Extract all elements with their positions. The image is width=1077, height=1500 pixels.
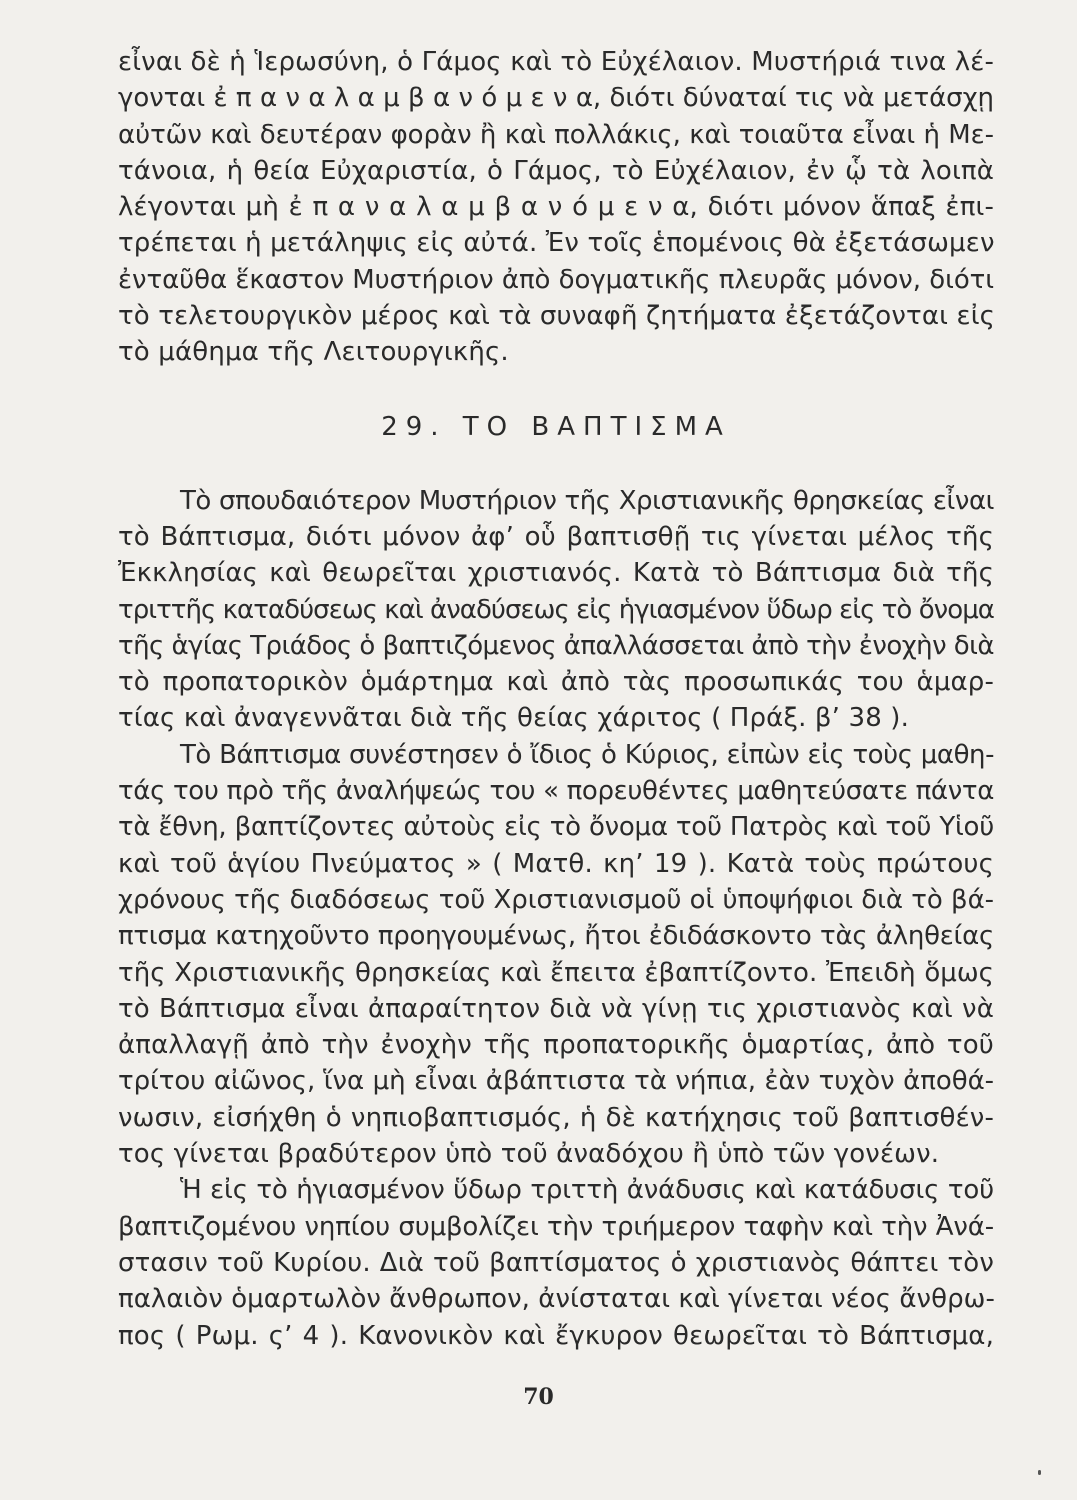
text-line: τος γίνεται βραδύτερον ὑπὸ τοῦ ἀναδόχου ἢ ὑπὸ τῶν γονέων. bbox=[118, 1139, 940, 1170]
text-line: τὸ Βάπτισμα, διότι μόνον ἀφ’ οὗ βαπτισθῇ τις γίνεται μέλος τῆς bbox=[118, 521, 994, 552]
paragraph-2 bbox=[118, 737, 994, 1173]
text-line: Τὸ σπουδαιότερον Μυστήριον τῆς Χριστιανικῆς θρησκείας εἶναι bbox=[180, 485, 994, 516]
text-line: ἀπαλλαγῇ ἀπὸ τὴν ἐνοχὴν τῆς προπατορικῆς ὁμαρτίας, ἀπὸ τοῦ bbox=[118, 1030, 994, 1061]
page-body bbox=[118, 44, 994, 1354]
text-line: τριττῆς καταδύσεως καὶ ἀναδύσεως εἰς ἡγιασμένον ὕδωρ εἰς τὸ ὄνομα bbox=[118, 594, 994, 625]
text-line: παλαιὸν ὁμαρτωλὸν ἄνθρωπον, ἀνίσταται καὶ γίνεται νέος ἄνθρω- bbox=[118, 1284, 995, 1315]
intro-paragraph bbox=[118, 44, 994, 371]
text-line: τὸ τελετουργικὸν μέρος καὶ τὰ συναφῆ ζητήματα ἐξετάζονται εἰς bbox=[118, 301, 996, 332]
page-number: 70 bbox=[523, 1384, 554, 1410]
text-line: πτισμα κατηχοῦντο προηγουμένως, ἤτοι ἐδιδάσκοντο τὰς ἀληθείας bbox=[118, 921, 994, 952]
text-line: αὐτῶν καὶ δευτέραν φορὰν ἢ καὶ πολλάκις, καὶ τοιαῦτα εἶναι ἡ Με- bbox=[118, 119, 994, 150]
scan-speck bbox=[1038, 1470, 1041, 1475]
paragraph-3 bbox=[118, 1172, 994, 1353]
text-line: ἐνταῦθα ἕκαστον Μυστήριον ἀπὸ δογματικῆς πλευρᾶς μόνον, διότι bbox=[118, 264, 995, 295]
text-line: τῆς ἁγίας Τριάδος ὁ βαπτιζόμενος ἀπαλλάσσεται ἀπὸ τὴν ἐνοχὴν διὰ bbox=[118, 630, 994, 661]
section-heading: 29. ΤΟ ΒΑΠΤΙΣΜΑ bbox=[381, 411, 731, 442]
text-line: χρόνους τῆς διαδόσεως τοῦ Χριστιανισμοῦ οἱ ὑποψήφιοι διὰ τὸ βά- bbox=[118, 884, 994, 915]
text-line: βαπτιζομένου νηπίου συμβολίζει τὴν τριήμερον ταφὴν καὶ τὴν Ἀνά- bbox=[118, 1211, 994, 1242]
text-line: στασιν τοῦ Κυρίου. Διὰ τοῦ βαπτίσματος ὁ χριστιανὸς θάπτει τὸν bbox=[118, 1247, 994, 1278]
text-line: Ἐκκλησίας καὶ θεωρεῖται χριστιανός. Κατὰ τὸ Βάπτισμα διὰ τῆς bbox=[118, 558, 994, 589]
text-line: γονται ἐ π α ν α λ α μ β α ν ό μ ε ν α, διότι δύναταί τις νὰ μετάσχῃ bbox=[118, 83, 994, 114]
text-line: τὰ ἔθνη, βαπτίζοντες αὐτοὺς εἰς τὸ ὄνομα τοῦ Πατρὸς καὶ τοῦ Υἱοῦ bbox=[118, 812, 994, 843]
text-line: Ἡ εἰς τὸ ἡγιασμένον ὕδωρ τριττὴ ἀνάδυσις καὶ κατάδυσις τοῦ bbox=[180, 1175, 994, 1206]
text-line: τρέπεται ἡ μετάληψις εἰς αὐτά. Ἐν τοῖς ἑπομένοις θὰ ἐξετάσωμεν bbox=[118, 228, 995, 259]
text-line: λέγονται μὴ ἐ π α ν α λ α μ β α ν ό μ ε ν α, διότι μόνον ἅπαξ ἐπι- bbox=[118, 192, 994, 223]
text-line: τῆς Χριστιανικῆς θρησκείας καὶ ἔπειτα ἐβαπτίζοντο. Ἐπειδὴ ὅμως bbox=[118, 957, 994, 988]
text-line: τίας καὶ ἀναγεννᾶται διὰ τῆς θείας χάριτος ( Πράξ. β’ 38 ). bbox=[118, 703, 910, 734]
text-line: τάνοια, ἡ θεία Εὐχαριστία, ὁ Γάμος, τὸ Εὐχέλαιον, ἐν ᾧ τὰ λοιπὰ bbox=[118, 155, 994, 186]
text-line: τάς του πρὸ τῆς ἀναλήψεώς του « πορευθέντες μαθητεύσατε πάντα bbox=[118, 776, 994, 807]
text-line: νωσιν, εἰσήχθη ὁ νηπιοβαπτισμός, ἡ δὲ κατήχησις τοῦ βαπτισθέν- bbox=[118, 1102, 994, 1133]
paragraph-1 bbox=[118, 483, 994, 737]
text-line: τὸ μάθημα τῆς Λειτουργικῆς. bbox=[118, 337, 509, 368]
text-line: καὶ τοῦ ἁγίου Πνεύματος » ( Ματθ. κη’ 19 ). Κατὰ τοὺς πρώτους bbox=[118, 848, 994, 879]
text-line: Τὸ Βάπτισμα συνέστησεν ὁ ἴδιος ὁ Κύριος, εἰπὼν εἰς τοὺς μαθη- bbox=[180, 739, 994, 770]
text-line: εἶναι δὲ ἡ Ἱερωσύνη, ὁ Γάμος καὶ τὸ Εὐχέλαιον. Μυστήριά τινα λέ- bbox=[118, 47, 994, 77]
text-line: τρίτου αἰῶνος, ἵνα μὴ εἶναι ἀβάπτιστα τὰ νήπια, ἐὰν τυχὸν ἀποθά- bbox=[118, 1066, 994, 1097]
text-line: τὸ προπατορικὸν ὁμάρτημα καὶ ἀπὸ τὰς προσωπικάς του ἁμαρ- bbox=[118, 667, 994, 698]
text-line: πος ( Ρωμ. ς’ 4 ). Κανονικὸν καὶ ἔγκυρον θεωρεῖται τὸ Βάπτισμα, bbox=[118, 1320, 994, 1351]
text-line: τὸ Βάπτισμα εἶναι ἀπαραίτητον διὰ νὰ γίνῃ τις χριστιανὸς καὶ νὰ bbox=[118, 993, 994, 1024]
